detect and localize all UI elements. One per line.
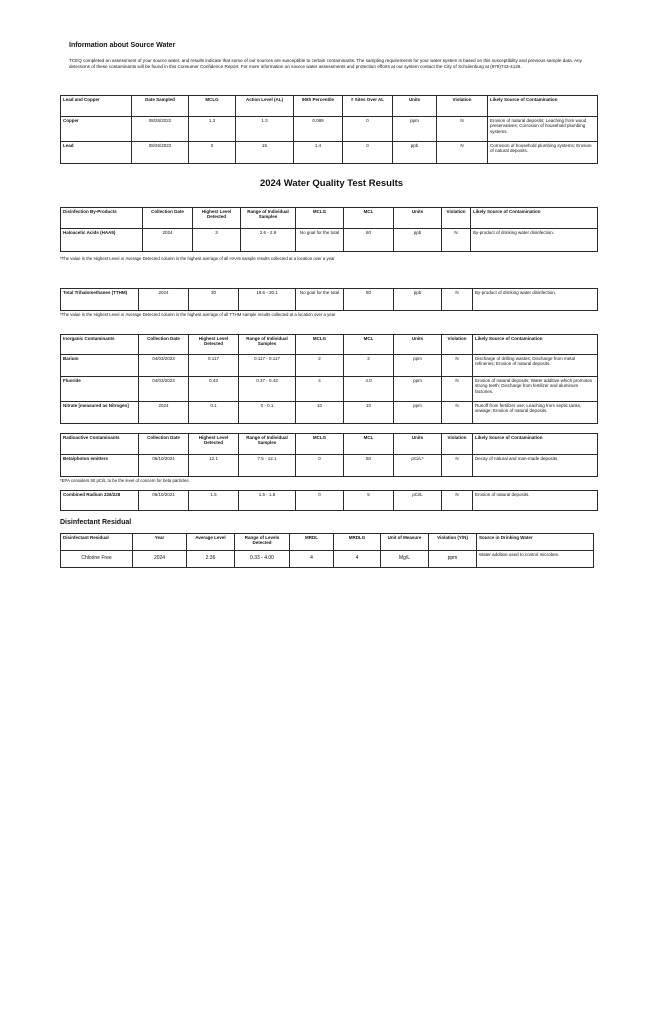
cell: ppm	[393, 117, 437, 142]
cell: 1.3	[236, 117, 294, 142]
table-header-row	[61, 208, 598, 229]
beta-note: *EPA considers 50 pCi/L to be the level of concern for beta particles.	[60, 478, 190, 483]
table-row	[61, 551, 594, 568]
cell: Corrosion of household plumbing systems; Erosion of natural deposits.	[488, 142, 598, 164]
cell: 0.117	[189, 355, 239, 377]
cell: 0.089	[294, 117, 343, 142]
cell: 50	[344, 455, 394, 477]
cell: Lead	[61, 142, 132, 164]
cell: ppb	[394, 289, 442, 311]
cell: No goal for the total	[296, 289, 344, 311]
cell: N	[442, 455, 473, 477]
cell: 2024	[139, 402, 189, 424]
cell: N	[442, 229, 471, 252]
cell: N	[442, 377, 473, 402]
disinfectant-residual-table	[60, 533, 594, 568]
header-cell: Disinfectant Residual	[61, 534, 133, 551]
cell: 0	[343, 117, 393, 142]
header-cell: Highest Level Detected	[189, 335, 239, 355]
header-cell: MCLG	[189, 96, 236, 117]
header-cell: Units	[394, 434, 442, 455]
cell: 0.43	[189, 377, 239, 402]
header-cell: Highest Level Detected	[193, 208, 241, 229]
cell: N	[442, 491, 473, 511]
header-cell: Violation (Y/N)	[429, 534, 477, 551]
haa5-note: *The value in the Highest Level or Average Detected column is the highest average of all HAA5 sample results collected at a location over a year	[60, 256, 335, 261]
cell: 0	[343, 142, 393, 164]
header-cell: Source in Drinking Water	[477, 534, 594, 551]
table-header-row	[61, 96, 598, 117]
cell: Beta/photon emitters	[61, 455, 139, 477]
cell: 2024	[143, 229, 193, 252]
cell: 1.5 - 1.5	[239, 491, 296, 511]
header-cell: Average Level	[187, 534, 235, 551]
cell: Runoff from fertilizer use; Leaching from septic tanks, sewage; Erosion of natural deposits.	[473, 402, 598, 424]
cell: Mg/L	[381, 551, 429, 568]
cell: 06/10/2021	[139, 491, 189, 511]
cell: Nitrate [measured as Nitrogen]	[61, 402, 139, 424]
cell: By-product of drinking water disinfection.	[471, 229, 598, 252]
cell: Erosion of natural deposits; Leaching from wood preservatives; Corrosion of household plumbing systems.	[488, 117, 598, 142]
header-cell: Units	[394, 335, 442, 355]
header-cell: MCLG	[296, 208, 344, 229]
cell: 80	[344, 289, 394, 311]
cell: 1.4	[294, 142, 343, 164]
cell: 2	[296, 355, 344, 377]
cell: ppb	[393, 142, 437, 164]
cell: Combined Radium 226/228	[61, 491, 139, 511]
combined-radium-table	[60, 490, 598, 511]
header-cell: Likely Source of Contamination	[473, 434, 598, 455]
cell: Erosion of natural deposits; Water additive which promotes strong teeth; Discharge from fertilizer and aluminum factories.	[473, 377, 598, 402]
header-cell: Unit of Measure	[381, 534, 429, 551]
cell: 2024	[139, 289, 189, 311]
cell: ppb	[394, 229, 442, 252]
source-water-text: TCEQ completed an assessment of your source water, and results indicate that some of our sources are susceptible to certain contaminants. The sampling requirements for your water system is based on this susceptibility and previous sample data. Any detections of these contaminants will be found in this Consumer Confidence Report. For more information on source water assessments and protection efforts at our system contact the City of Schulenburg at (979)743-4126.	[69, 58, 582, 70]
cell: Copper	[61, 117, 132, 142]
cell: Chlorine Free	[61, 551, 133, 568]
header-cell: Violation	[442, 434, 473, 455]
header-cell: Violation	[437, 96, 488, 117]
cell: Water additive used to control microbes.	[477, 551, 594, 568]
lead-copper-table	[60, 95, 598, 164]
cell: By-product of drinking water disinfection.	[473, 289, 598, 311]
disinfectant-heading: Disinfectant Residual	[60, 519, 132, 526]
header-cell: Units	[394, 208, 442, 229]
header-cell: Units	[393, 96, 437, 117]
header-cell: Collection Date	[139, 335, 189, 355]
cell: ppm	[429, 551, 477, 568]
cell: Discharge of drilling wastes; Discharge from metal refineries; Erosion of natural deposits.	[473, 355, 598, 377]
table-row	[61, 229, 598, 252]
header-cell: Likely Source of Contamination	[471, 208, 598, 229]
source-water-heading: Information about Source Water	[69, 42, 176, 49]
header-cell: Violation	[442, 335, 473, 355]
cell: N	[437, 142, 488, 164]
table-row	[61, 355, 598, 377]
results-title: 2024 Water Quality Test Results	[259, 178, 404, 189]
header-cell: Disinfection By-Products	[61, 208, 143, 229]
radioactive-contaminants-table	[60, 433, 598, 477]
cell: N	[442, 355, 473, 377]
cell: 0.37 - 0.43	[239, 377, 296, 402]
cell: pCi/L*	[394, 455, 442, 477]
header-cell: Range of Individual Samples	[241, 208, 296, 229]
disinfection-byproducts-table	[60, 207, 598, 252]
cell: 10	[344, 402, 394, 424]
cell: N	[442, 402, 473, 424]
cell: 1.5	[189, 491, 239, 511]
table-row	[61, 491, 598, 511]
header-cell: Likely Source of Contamination	[488, 96, 598, 117]
header-cell: Lead and Copper	[61, 96, 132, 117]
cell: 3	[193, 229, 241, 252]
table-row	[61, 289, 598, 311]
cell: 0	[189, 142, 236, 164]
cell: 12.1	[189, 455, 239, 477]
header-cell: Range of Levels Detected	[235, 534, 290, 551]
cell: 04/03/2023	[139, 355, 189, 377]
table-row	[61, 117, 598, 142]
table-row	[61, 455, 598, 477]
header-cell: Likely Source of Contamination	[473, 335, 598, 355]
header-cell: 90th Percentile	[294, 96, 343, 117]
tthm-table	[60, 288, 598, 311]
tthm-note: *The value in the Highest Level or Average Detected column is the highest average of all TTHM sample results collected at a location over a year	[60, 312, 336, 317]
cell: 0	[296, 491, 344, 511]
cell: 10	[296, 402, 344, 424]
cell: Erosion of natural deposits.	[473, 491, 598, 511]
header-cell: MCL	[344, 434, 394, 455]
header-cell: Range of Individual Samples	[239, 335, 296, 355]
table-row	[61, 142, 598, 164]
header-cell: Radioactive Contaminants	[61, 434, 139, 455]
cell: 08/26/2022	[132, 117, 189, 142]
cell: 60	[344, 229, 394, 252]
cell: pCi/L	[394, 491, 442, 511]
cell: 08/26/2022	[132, 142, 189, 164]
cell: ppm	[394, 402, 442, 424]
header-cell: Date Sampled	[132, 96, 189, 117]
cell: 2.6 - 2.9	[241, 229, 296, 252]
header-cell: Highest Level Detected	[189, 434, 239, 455]
table-header-row	[61, 335, 598, 355]
header-cell: MCL	[344, 335, 394, 355]
cell: 1.3	[189, 117, 236, 142]
cell: 0 - 0.1	[239, 402, 296, 424]
cell: 19.6 - 30.1	[239, 289, 296, 311]
cell: 30	[189, 289, 239, 311]
header-cell: MRDL	[290, 534, 334, 551]
cell: 0.1	[189, 402, 239, 424]
cell: ppm	[394, 377, 442, 402]
inorganic-contaminants-table	[60, 334, 598, 424]
cell: Barium	[61, 355, 139, 377]
cell: Haloacetic Acids (HAA5)	[61, 229, 143, 252]
cell: Total Trihalomethanes (TTHM)	[61, 289, 139, 311]
header-cell: MCLG	[296, 335, 344, 355]
table-header-row	[61, 434, 598, 455]
header-cell: Action Level (AL)	[236, 96, 294, 117]
cell: 15	[236, 142, 294, 164]
cell: 06/10/2021	[139, 455, 189, 477]
cell: 0.117 - 0.117	[239, 355, 296, 377]
header-cell: Range of Individual Samples	[239, 434, 296, 455]
cell: 4	[296, 377, 344, 402]
header-cell: Collection Date	[139, 434, 189, 455]
cell: 0	[296, 455, 344, 477]
cell: ppm	[394, 355, 442, 377]
table-header-row	[61, 534, 594, 551]
table-row	[61, 402, 598, 424]
header-cell: Violation	[442, 208, 471, 229]
cell: No goal for the total	[296, 229, 344, 252]
header-cell: # Sites Over AL	[343, 96, 393, 117]
cell: N	[442, 289, 473, 311]
cell: 2.36	[187, 551, 235, 568]
header-cell: Inorganic Contaminants	[61, 335, 139, 355]
cell: 4	[290, 551, 334, 568]
header-cell: Collection Date	[143, 208, 193, 229]
cell: Fluoride	[61, 377, 139, 402]
cell: Decay of natural and man-made deposits.	[473, 455, 598, 477]
cell: 7.5 - 12.1	[239, 455, 296, 477]
cell: 4.0	[344, 377, 394, 402]
table-row	[61, 377, 598, 402]
cell: 5	[344, 491, 394, 511]
cell: N	[437, 117, 488, 142]
cell: 2024	[133, 551, 187, 568]
cell: 4	[334, 551, 381, 568]
header-cell: MCLG	[296, 434, 344, 455]
cell: 04/03/2023	[139, 377, 189, 402]
cell: 2	[344, 355, 394, 377]
header-cell: Year	[133, 534, 187, 551]
header-cell: MCL	[344, 208, 394, 229]
header-cell: MRDLG	[334, 534, 381, 551]
cell: 0.33 - 4.00	[235, 551, 290, 568]
